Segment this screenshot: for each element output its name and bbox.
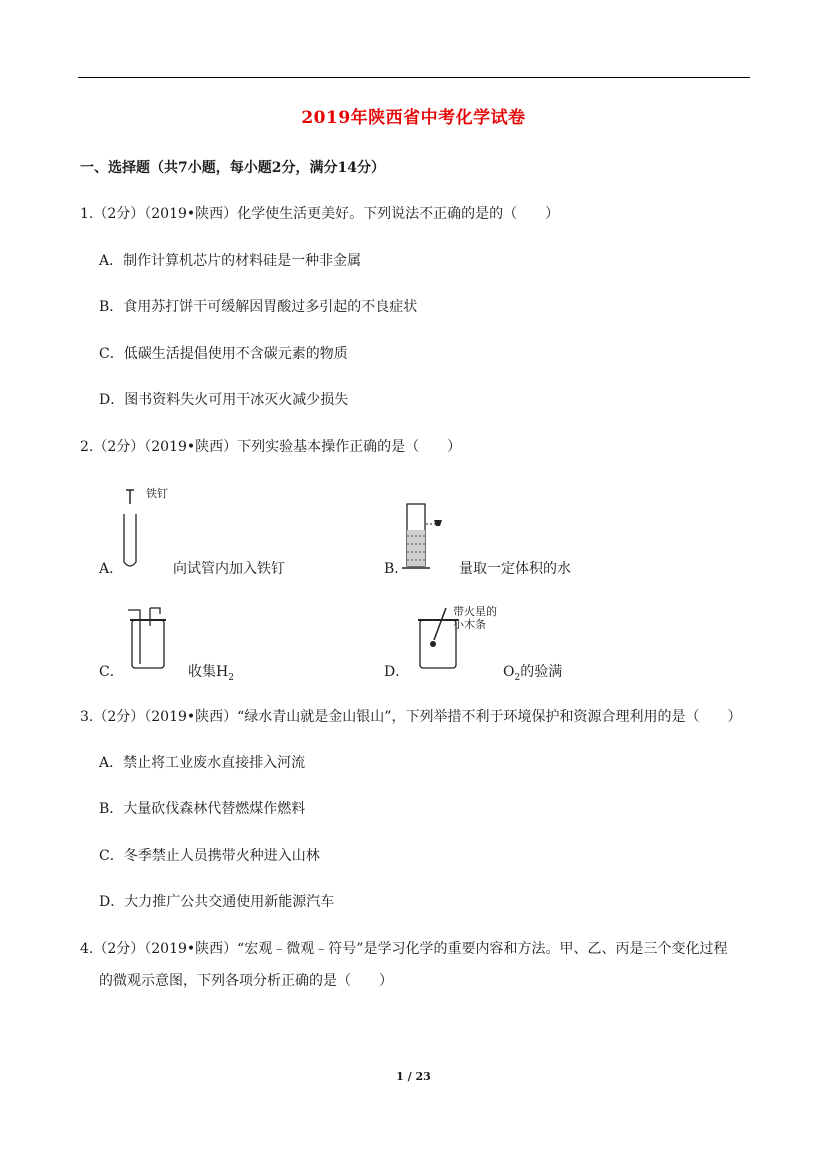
- question-2-option-a-text: 向试管内加入铁钉: [173, 561, 285, 577]
- question-2-option-b-letter: B．: [384, 561, 409, 577]
- splint-label: 带火星的 小木条: [453, 605, 497, 631]
- question-2-option-a-letter: A．: [99, 561, 124, 577]
- question-1-option-c: C．低碳生活提倡使用不含碳元素的物质: [99, 346, 348, 362]
- question-3-option-d: D．大力推广公共交通使用新能源汽车: [99, 894, 335, 910]
- page-number: 1 / 23: [396, 1070, 431, 1083]
- question-2-stem: 2.（2分）（2019•陕西）下列实验基本操作正确的是（ ）: [80, 439, 462, 455]
- question-3-option-b: B．大量砍伐森林代替燃煤作燃料: [99, 801, 306, 817]
- question-2-option-d-text: $O_2$的验满: [503, 664, 563, 683]
- nail-label: 铁钉: [146, 487, 168, 500]
- page-title: 2019年陕西省中考化学试卷: [301, 108, 526, 128]
- question-1-stem: 1.（2分）（2019•陕西）化学使生活更美好。下列说法不正确的是的（ ）: [80, 206, 560, 222]
- question-3-option-a: A．禁止将工业废水直接排入河流: [99, 755, 306, 771]
- question-4-stem-line-1: 4.（2分）（2019•陕西）“宏观﹣微观﹣符号”是学习化学的重要内容和方法。甲、乙、丙是三个变化过程: [80, 941, 728, 957]
- question-2-option-c-text: 收集$H_2$: [188, 664, 234, 683]
- section-heading: 一、选择题（共7小题，每小题2分，满分14分）: [80, 160, 385, 176]
- question-3-stem: 3.（2分）（2019•陕西）“绿水青山就是金山银山”，下列举措不利于环境保护和资源合理利用的是（ ）: [80, 709, 742, 725]
- question-1-option-d: D．图书资料失火可用干冰灭火减少损失: [99, 392, 349, 408]
- question-2-option-b-text: 量取一定体积的水: [459, 561, 571, 577]
- question-1-option-a: A．制作计算机芯片的材料硅是一种非金属: [99, 253, 362, 269]
- question-1-option-b: B．食用苏打饼干可缓解因胃酸过多引起的不良症状: [99, 299, 418, 315]
- question-2-option-c-letter: C．: [99, 664, 124, 680]
- header-rule: [78, 77, 750, 78]
- question-2-option-d-letter: D．: [384, 664, 410, 680]
- gas-collection-bottle-figure: [120, 606, 180, 676]
- question-3-option-c: C．冬季禁止人员携带火种进入山林: [99, 848, 320, 864]
- question-4-stem-line-2: 的微观示意图，下列各项分析正确的是（ ）: [99, 973, 393, 989]
